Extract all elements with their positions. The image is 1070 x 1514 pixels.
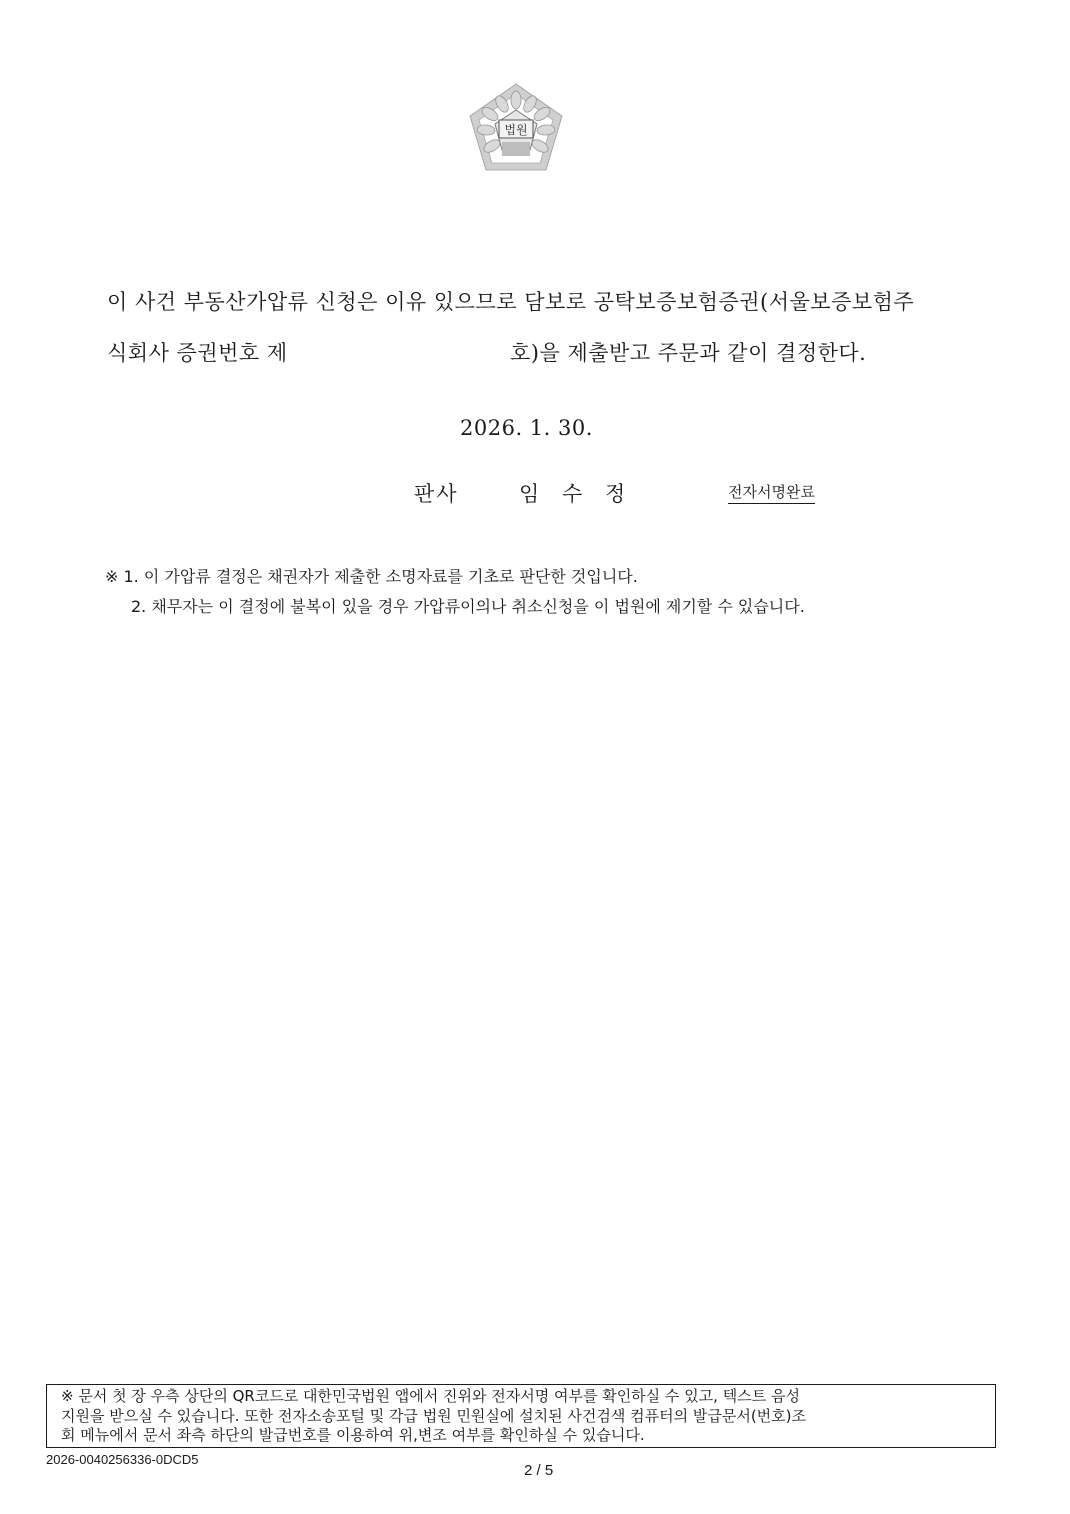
electronic-signature-mark: 전자서명완료 xyxy=(728,481,815,504)
verification-notice-line: 회 메뉴에서 문서 좌측 하단의 발급번호를 이용하여 위,변조 여부를 확인하실 수 있습니다. xyxy=(61,1426,645,1444)
notes-section xyxy=(105,562,805,622)
seal-text: 법원 xyxy=(504,123,528,137)
judge-name: 임 수 정 xyxy=(519,482,628,506)
judge-title: 판사 xyxy=(414,482,459,506)
note-item: 2. 채무자는 이 결정에 불복이 있을 경우 가압류이의나 취소신청을 이 법원에 제기할 수 있습니다. xyxy=(131,597,805,616)
decision-body-line-2-end: 호)을 제출받고 주문과 같이 결정한다. xyxy=(510,341,867,365)
verification-notice-box xyxy=(46,1384,996,1448)
decision-body-line-1: 이 사건 부동산가압류 신청은 이유 있으므로 담보로 공탁보증보험증권(서울보증보험주 xyxy=(107,290,915,314)
verification-notice-line: 지원을 받으실 수 있습니다. 또한 전자소송포털 및 각급 법원 민원실에 설치된 사건검색 컴퓨터의 발급문서(번호)조 xyxy=(61,1406,807,1425)
note-item: ※ 1. 이 가압류 결정은 채권자가 제출한 소명자료를 기초로 판단한 것입니다. xyxy=(105,567,638,586)
page-number: 2 / 5 xyxy=(524,1462,554,1479)
decision-date: 2026. 1. 30. xyxy=(460,416,593,440)
decision-body-line-2-start: 식회사 증권번호 제 xyxy=(107,341,288,365)
verification-notice-line: ※ 문서 첫 장 우측 상단의 QR코드로 대한민국법원 앱에서 진위와 전자서명 여부를 확인하실 수 있고, 텍스트 음성 xyxy=(61,1387,800,1405)
issuance-number: 2026-0040256336-0DCD5 xyxy=(46,1452,199,1467)
court-seal-emblem-icon xyxy=(462,80,570,176)
